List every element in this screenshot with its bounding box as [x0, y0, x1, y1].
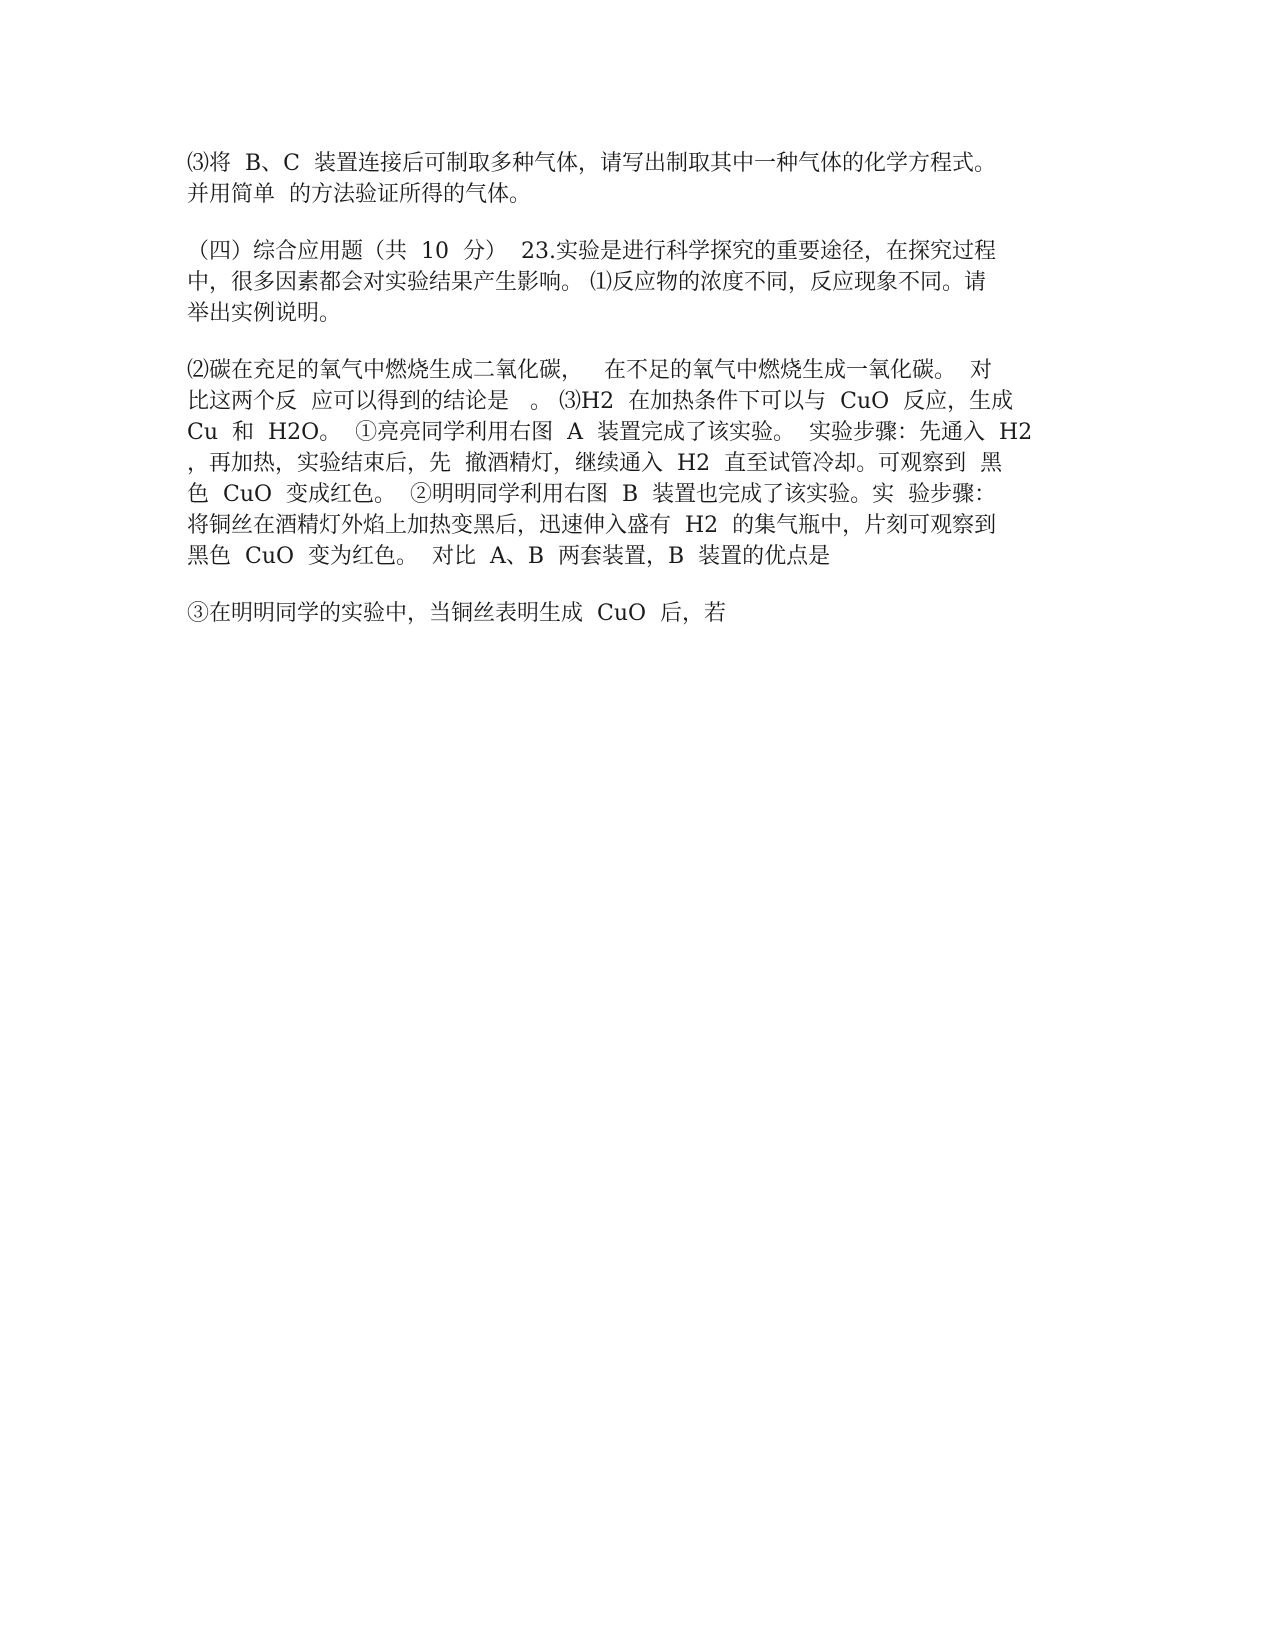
paragraph-item-3: [187, 598, 1117, 629]
text-line: 黑色 CuO 变为红色。 对比 A、B 两套装置，B 装置的优点是: [187, 544, 831, 569]
text-line: 色 CuO 变成红色。 ②明明同学利用右图 B 装置也完成了该实验。实 验步骤：: [187, 482, 997, 507]
paragraph-question-2-3: [187, 355, 1117, 572]
paragraph-section-4: [187, 236, 1117, 329]
text-line: （四）综合应用题（共 10 分） 23.实验是进行科学探究的重要途径，在探究过程: [187, 239, 996, 264]
text-line: 将铜丝在酒精灯外焰上加热变黑后，迅速伸入盛有 H2 的集气瓶中，片刻可观察到: [187, 513, 997, 538]
text-line: 举出实例说明。: [187, 301, 342, 326]
text-line: ③在明明同学的实验中，当铜丝表明生成 CuO 后，若: [187, 601, 727, 626]
text-line: 比这两个反 应可以得到的结论是 。 ⑶H2 在加热条件下可以与 CuO 反应，生成: [187, 389, 1014, 414]
text-line: ，再加热，实验结束后，先 撤酒精灯，继续通入 H2 直至试管冷却。可观察到 黑: [187, 451, 1003, 476]
text-line: ⑶将 B、C 装置连接后可制取多种气体，请写出制取其中一种气体的化学方程式。: [187, 151, 996, 176]
paragraph-question-3: [187, 148, 1117, 210]
text-line: 中，很多因素都会对实验结果产生影响。 ⑴反应物的浓度不同，反应现象不同。请: [187, 270, 986, 295]
text-line: Cu 和 H2O。 ①亮亮同学利用右图 A 装置完成了该实验。 实验步骤：先通入 H2: [187, 420, 1033, 445]
text-line: 并用简单 的方法验证所得的气体。: [187, 182, 531, 207]
document-body: [187, 148, 1117, 655]
text-line: ⑵碳在充足的氧气中燃烧生成二氧化碳， 在不足的氧气中燃烧生成一氧化碳。 对: [187, 358, 992, 383]
